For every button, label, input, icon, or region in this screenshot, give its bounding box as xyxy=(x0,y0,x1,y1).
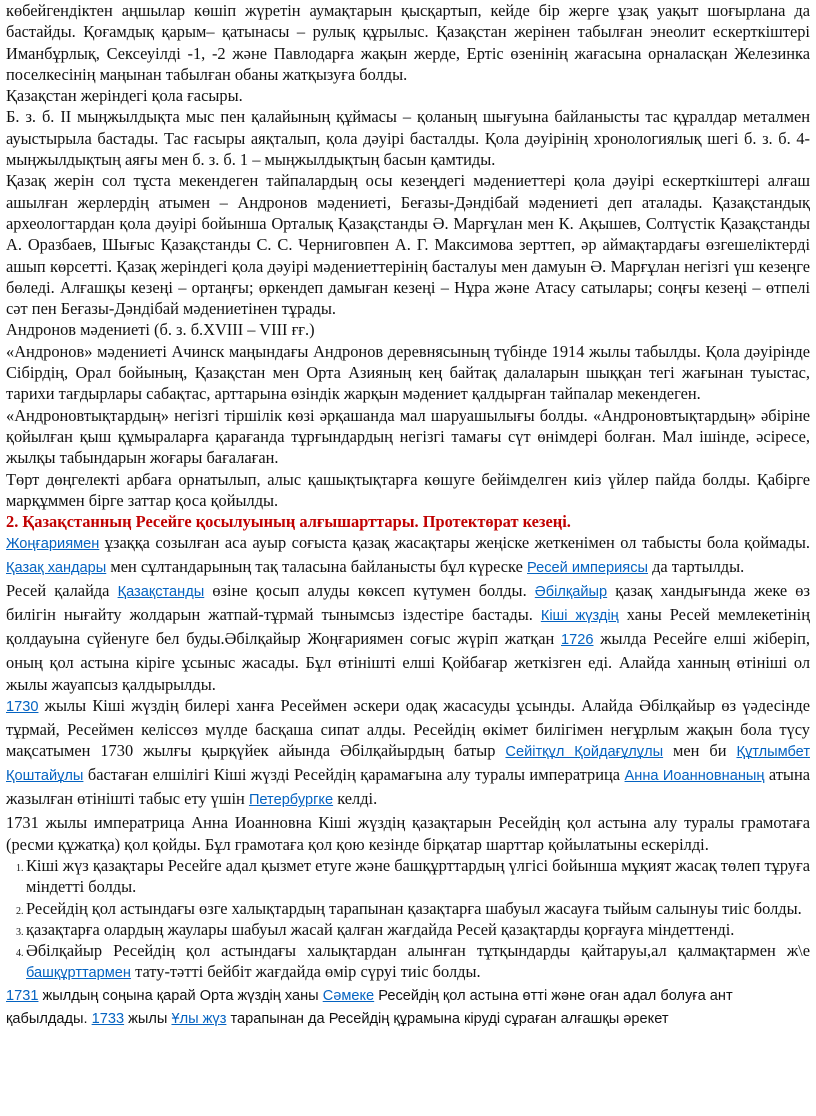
paragraph-dzungaria: Жоңғариямен ұзаққа созылған аса ауыр соғыста қазақ жасақтары жеңіске жеткенімен ол табысты бола қоймады. Қазақ хандары мен сұлтандарының тақ таласына байланысты бұл күреске Ресей империясы да тартылды. xyxy=(6,533,810,577)
paragraph-abulkhair: Ресей қалайда Қазақстанды өзіне қосып алуды көксеп күтумен болды. Әбілқайыр қазақ хандығында жеке өз билігін нығайту жолдарын жатпай-тұрмай тынымсыз іздестіре бастады. Кіші жүздің ханы Ресей мемлекетінің қолдауына сүйенуге бел буды.Әбілқайыр Жоңғариямен соғыс жүріп жатқан 1726 жылда Ресейге елші жіберіп, оның қол астына кіріге ұсыныс жасады. Бұл өтінішті елші Қойбағар жеткізген еді. Алайда ханның өтініші ол жылы жауапсыз қалдырылды. xyxy=(6,581,810,694)
link-kazakhstan[interactable]: Қазақстанды xyxy=(117,584,205,601)
section-title-bronze-age: Қазақстан жеріндегі қола ғасыры. xyxy=(6,86,243,106)
section-title-andronovo: Андронов мәдениеті (б. з. б.XVIII – VIII ғғ.) xyxy=(6,320,315,340)
list-item: 1. Кіші жүз қазақтары Ресейге адал қызмет етуге және башқұрттардың үлгісі бойынша мұқият жасақ төлеп тұруға міндетті болды. xyxy=(26,855,810,898)
link-seitkul[interactable]: Сейітқұл Қойдағұлұлы xyxy=(505,744,664,761)
link-year-1731[interactable]: 1731 xyxy=(6,988,39,1005)
link-junior-zhuz[interactable]: Кіші жүздің xyxy=(540,608,619,625)
paragraph-yurts: Төрт дөңгелекті арбаға орнатылып, алыс қашықтықтарға көшуге бейімделген киіз үйлер пайда болды. Қабірге марқұммен бірге заттар қоса қойылды. xyxy=(6,469,810,510)
link-year-1726[interactable]: 1726 xyxy=(561,632,594,649)
link-year-1730[interactable]: 1730 xyxy=(6,699,39,716)
link-sameke[interactable]: Сәмеке xyxy=(322,988,375,1005)
paragraph-middle-zhuz: 1731 жылдың соңына қарай Орта жүздің ханы Сәмеке Ресейдің қол астына өтті және оған адал болуға ант қабылдады. 1733 жылы Ұлы жүз тарапынан да Ресейдің құрамына кіруді сұраған алғашқы әрекет xyxy=(6,988,733,1028)
paragraph-bronze-cultures: Қазақ жерін сол тұста мекендеген тайпалардың осы кезеңдегі мәдениеттері қола дәуірі ескерткіштері алғаш ашылған жерлердің атымен – Андронов мәдениеті, Беғазы-Дәндібай мәдениеті деп аталады. Қазақстандық археологтардан қола дәуірі бойынша Орталық Қазақстанды Ә. Марғұлан мен К. Ақышев, Солтүстік Қазақстанды А. Оразбаев, Шығыс Қазақстанды С. С. Черниговпен А. Г. Максимова зерттеп, әр аймақтардағы өзгешеліктерді ашып көрсетті. Қазақ жеріндегі қола дәуірі мәдениеттерінің басталуы мен дамуын Ә. Марғұлан негізгі үш кезеңге бөледі. Алғашқы кезеңі – ортаңғы; өркендеп дамыған кезеңі – Нұра және Атасу сатылары; соңғы кезеңі – өтпелі сәт пен Беғазы-Дәндібай мәдениетінен тұрады. xyxy=(6,171,810,319)
link-petersburg[interactable]: Петербургке xyxy=(248,792,334,809)
paragraph-eneolith: көбейгендіктен аңшылар көшіп жүретін аумақтарын қысқартып, кейде бір жерге ұзақ уақыт шоғырлана да бастайды. Қоғамдық қарым– қатынасы – рулық құрылыс. Қазақстан жерінен табылған энеолит ескерткіштері Иманбұрлық, Сексеуілді -1, -2 және Павлодарға жақын жерде, Ертіс өзенінің жағасына орналасқан Железинка поселкесінің маңынан табылған обаны жатқызуға болды. xyxy=(6,1,810,84)
section-heading-russia: 2. Қазақстанның Ресейге қосылуының алғышарттары. Протектөрат кезеңі. xyxy=(6,512,571,532)
paragraph-bronze-intro: Б. з. б. II мыңжылдықта мыс пен қалайының құймасы – қоланың шығуына байланысты тас құралдар металмен ауыстырыла бастады. Тас ғасыры аяқталып, қола дәуірі басталды. Қола дәуірінің хронологиялық шегі б. з. б. 4- мыңжылдықтың аяғы мен б. з. б. 1 – мыңжылдықтың басын қамтиды. xyxy=(6,107,810,170)
link-year-1733[interactable]: 1733 xyxy=(91,1011,125,1028)
list-item: 4. Әбілқайыр Ресейдің қол астындағы халықтардан алынған тұтқындарды қайтаруы,ал қалмақтармен ж\е башқұрттармен тату-тәтті бейбіт жағдайда өмір сүруі тиіс болды. xyxy=(26,940,810,985)
paragraph-1731-charter: 1731 жылы императрица Анна Иоанновна Кіші жүздің қазақтарын Ресейдің қол астына алу туралы грамотаға (ресми құжатқа) қол қойды. Бұл грамотаға қол қою кезінде бірқатар шарттар қойылатыны ескерілді. xyxy=(6,813,810,854)
link-bashkirs[interactable]: башқұрттармен xyxy=(26,965,131,982)
list-item: 2. Ресейдің қол астындағы өзге халықтардың тарапынан қазақтарға шабуыл жасауға тыйым салынуы тиіс болды. xyxy=(26,898,810,919)
paragraph-1730-embassy: 1730 жылы Кіші жүздің билері ханға Ресеймен әскери одақ жасасуды ұсынды. Алайда Әбілқайыр өз үәдесінде тұрмай, Ресеймен келіссөз мүлде басқаша сипат алды. Ресейдің өкімет билігімен неғұрлым жақын бола түсу мақсатымен 1730 жылғы қырқүйек айында Әбілқайырдың батыр Сейітқұл Қойдағұлұлы мен би Құтлымбет Қоштайұлы бастаған елшілігі Кіші жүзді Ресейдің қарамағына алу туралы императрица Анна Иоанновнаның атына жазылған өтінішті табыс ету үшін Петербургке келді. xyxy=(6,696,810,809)
conditions-list xyxy=(6,855,810,985)
link-kutlymbet[interactable]: Құтлымбет Қоштайұлы xyxy=(6,744,810,785)
list-item: 3. қазақтарға олардың жаулары шабуыл жасай қалған жағдайда Ресей қазақтарды қорғауға міндеттенді. xyxy=(26,919,810,940)
link-abulkhair[interactable]: Әбілқайыр xyxy=(534,584,608,601)
paragraph-andronovo-discovery: «Андронов» мәдениеті Ачинск маңындағы Андронов деревнясының түбінде 1914 жылы табылды. Қола дәуірінде Сібірдің, Орал бойының, Қазақстан мен Орта Азияның кең байтақ далаларын шыққан тегі жағынан туыстас, тарихи тағдырлары сабақтас, арттарына өзіндік жарқын мәдениет қалдырған тайпалар мекендеген. xyxy=(6,341,810,404)
paragraph-andronovo-economy: «Андроновтықтардың» негізгі тіршілік көзі әрқашанда мал шаруашылығы болды. «Андроновтықтардың» әбіріне қойылған қыш құмыраларға қарағанда тұрғындардың негізгі тамағы сүт өнімдері болған. Мал ішінде, әсіресе, жылқы табындарын жоғары бағалаған. xyxy=(6,405,810,468)
link-senior-zhuz[interactable]: Ұлы жүз xyxy=(171,1011,227,1028)
link-russian-empire[interactable]: Ресей империясы xyxy=(527,560,648,577)
link-dzungaria[interactable]: Жоңғариямен xyxy=(6,536,100,553)
link-kazakh-khans[interactable]: Қазақ хандары xyxy=(6,560,107,577)
link-anna-ioannovna[interactable]: Анна Иоанновнаның xyxy=(624,768,765,785)
